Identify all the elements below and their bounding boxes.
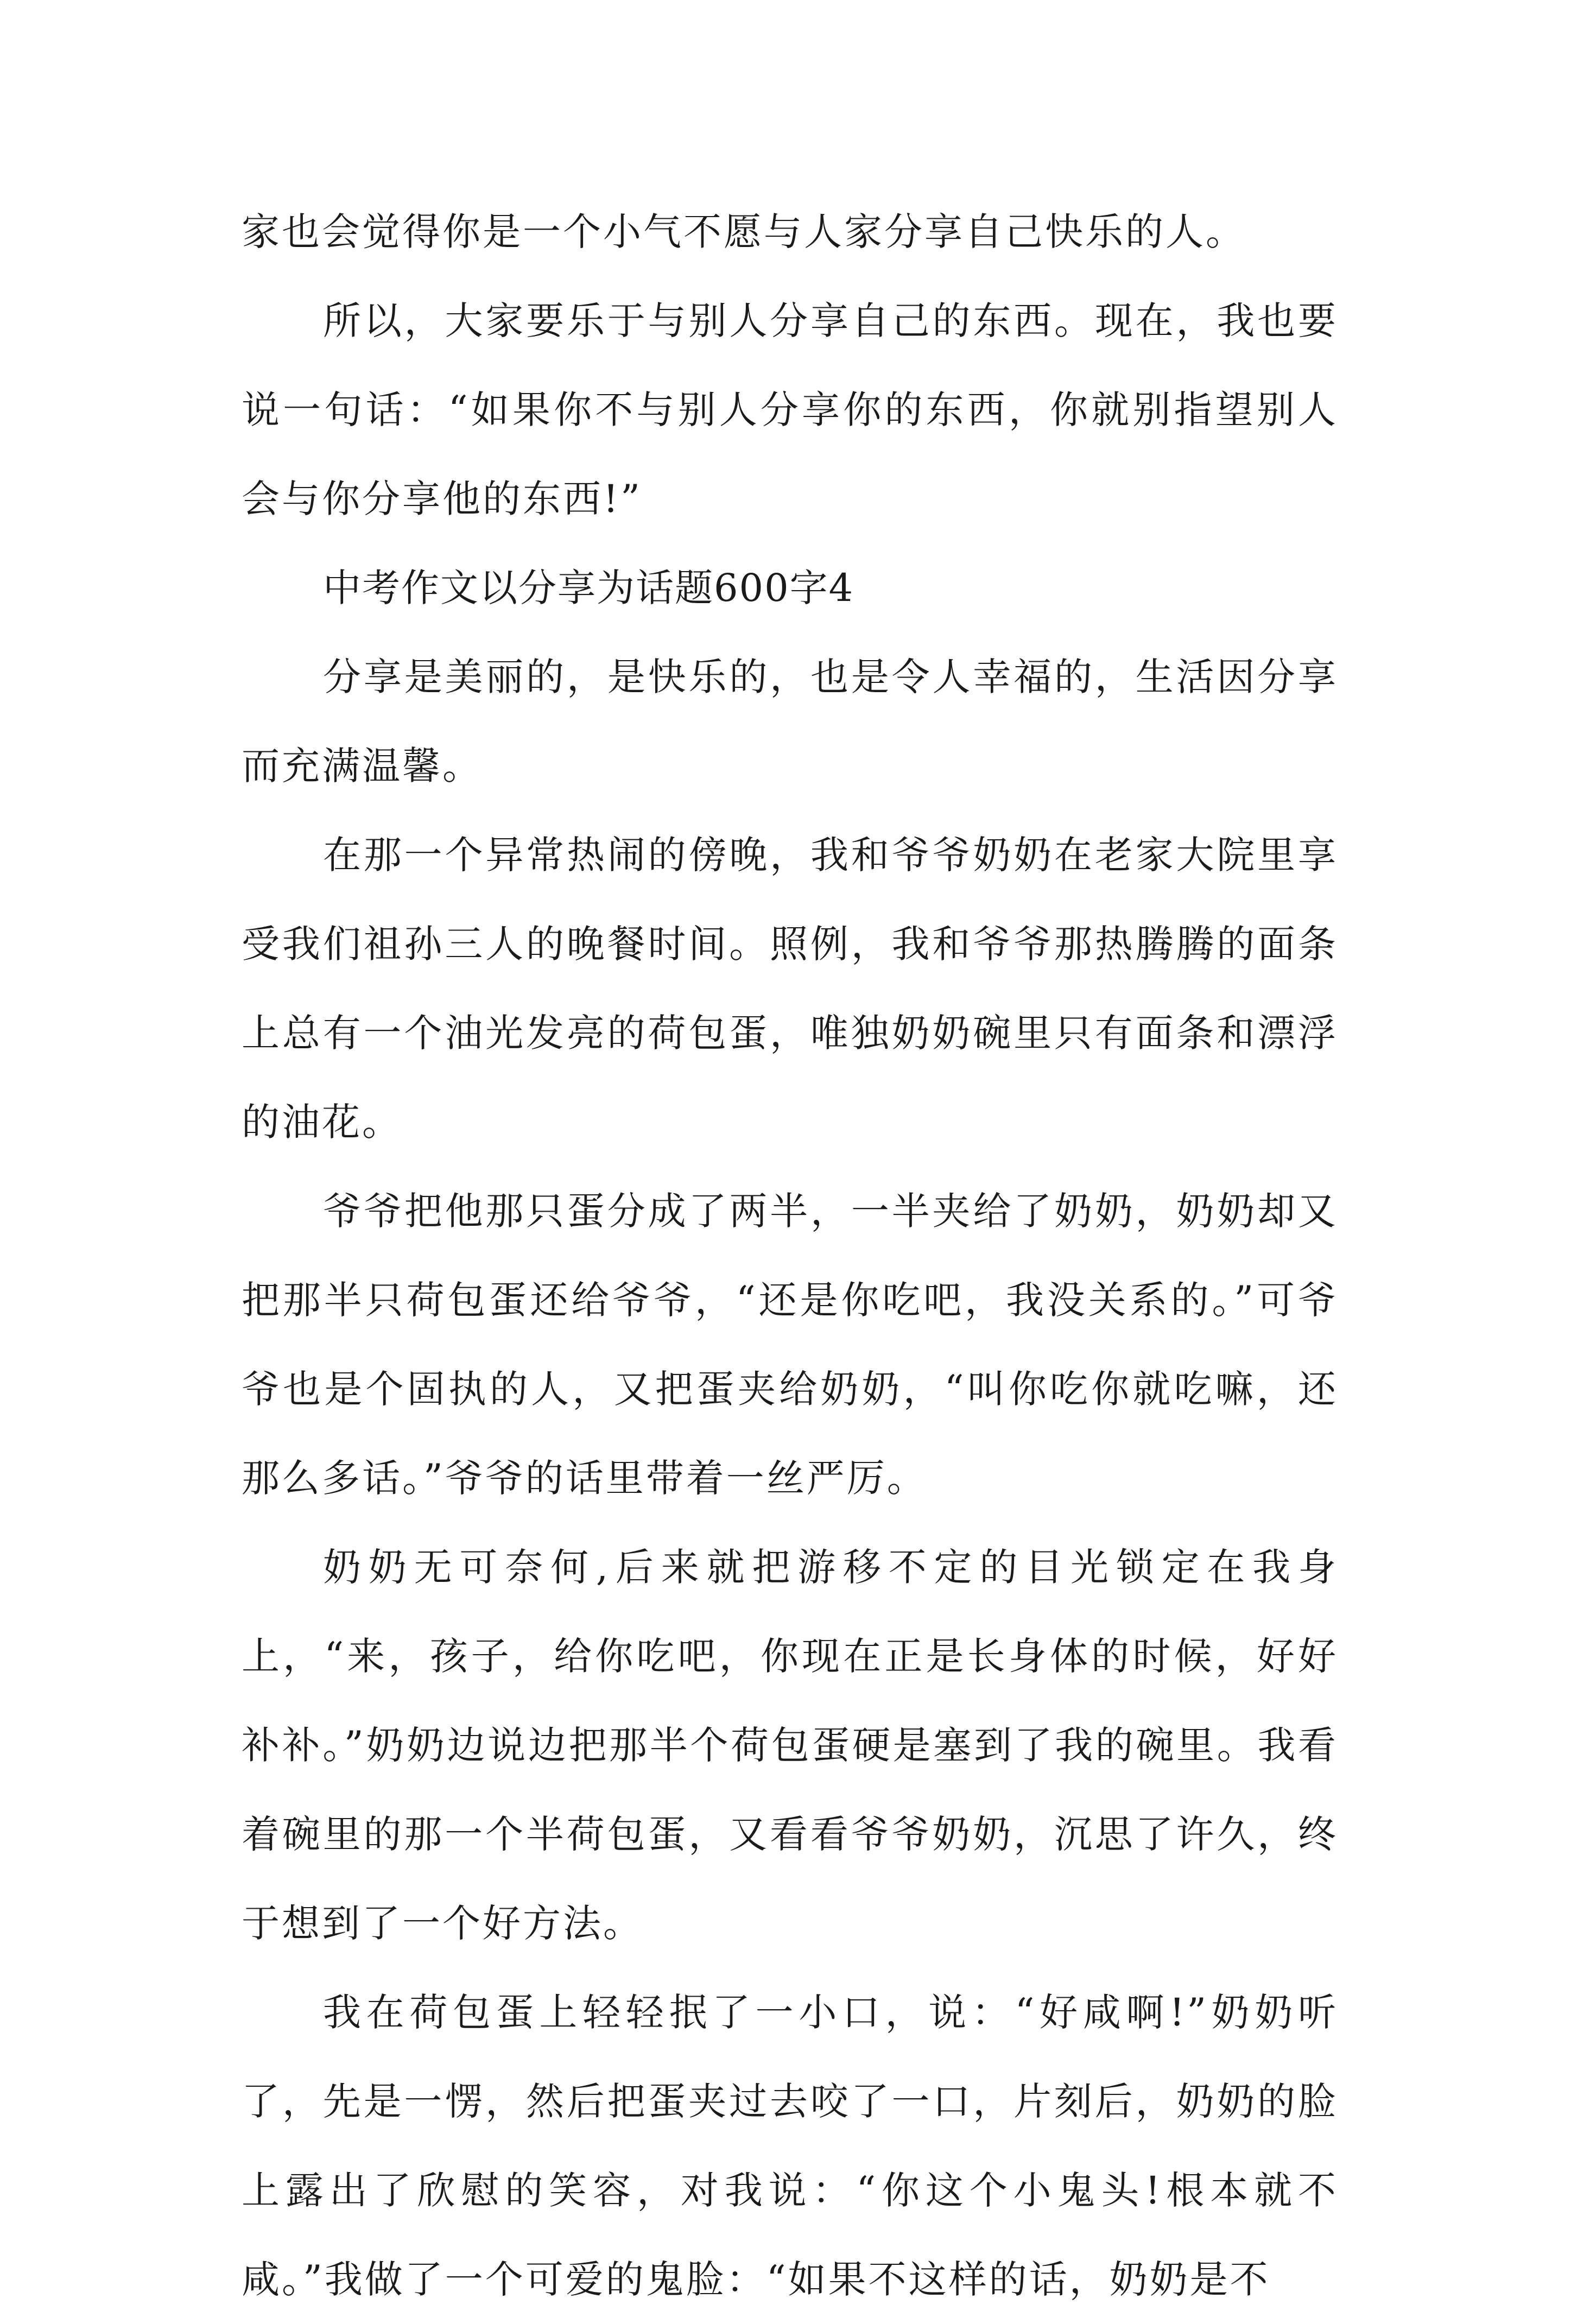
paragraph-sharing-conclusion: 所以，大家要乐于与别人分享自己的东西。现在，我也要说一句话：“如果你不与别人分享你的东西，你就别指望别人会与你分享他的东西!” xyxy=(242,299,1338,521)
paragraph-salty-egg: 我在荷包蛋上轻轻抿了一小口，说：“好咸啊!”奶奶听了，先是一愣，然后把蛋夹过去咬了一口，片刻后，奶奶的脸上露出了欣慰的笑容，对我说：“你这个小鬼头!根本就不咸。”我做了一个可爱的鬼脸：“如果不这样的话，奶奶是不 xyxy=(242,1990,1338,2302)
paragraph-grandpa-egg: 爷爷把他那只蛋分成了两半，一半夹给了奶奶，奶奶却又把那半只荷包蛋还给爷爷，“还是你吃吧，我没关系的。”可爷爷也是个固执的人，又把蛋夹给奶奶，“叫你吃你就吃嘛，还那么多话。”爷爷的话里带着一丝严厉。 xyxy=(242,1189,1338,1500)
paragraph-continuation: 家也会觉得你是一个小气不愿与人家分享自己快乐的人。 xyxy=(242,210,1246,254)
essay-title: 中考作文以分享为话题600字4 xyxy=(323,566,854,610)
paragraph-intro: 分享是美丽的，是快乐的，也是令人幸福的，生活因分享而充满温馨。 xyxy=(242,655,1338,788)
document-body xyxy=(242,187,1338,2324)
paragraph-evening-dinner: 在那一个异常热闹的傍晚，我和爷爷奶奶在老家大院里享受我们祖孙三人的晚餐时间。照例，我和爷爷那热腾腾的面条上总有一个油光发亮的荷包蛋，唯独奶奶碗里只有面条和漂浮的油花。 xyxy=(242,833,1338,1144)
paragraph-grandma-egg: 奶奶无可奈何,后来就把游移不定的目光锁定在我身上，“来，孩子，给你吃吧，你现在正是长身体的时候，好好补补。”奶奶边说边把那半个荷包蛋硬是塞到了我的碗里。我看着碗里的那一个半荷包蛋，又看看爷爷奶奶，沉思了许久，终于想到了一个好方法。 xyxy=(242,1545,1338,1946)
